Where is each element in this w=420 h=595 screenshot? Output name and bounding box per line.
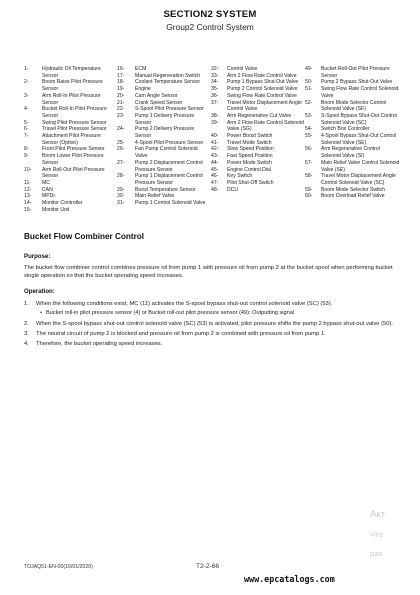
legend-item-number: 9- [24, 153, 29, 160]
legend-item-number: 49- [305, 66, 313, 72]
legend-item-number: 54- [305, 126, 313, 133]
legend-item-label: Cam Angle Sensor [135, 92, 178, 99]
legend-item-label: Swing Flow Rate Control Valve [227, 92, 297, 99]
legend-item [24, 106, 117, 119]
legend-item-number: 50- [305, 79, 313, 86]
legend-item-label: Slow Speed Position [227, 146, 274, 153]
legend-item [24, 126, 117, 133]
legend-item-number: 53- [305, 112, 313, 119]
legend-item-number: 41- [211, 139, 219, 146]
legend-item-number: 4- [24, 106, 29, 113]
legend-item-label: Pump 1 Delivery Pressure Sensor [135, 112, 195, 126]
legend-item-number: 10- [24, 166, 32, 173]
legend-item-number: 59- [305, 186, 313, 193]
legend-item [211, 140, 305, 147]
legend-item-label: Control Valve [227, 66, 258, 72]
legend-item [305, 133, 400, 146]
purpose-label: Purpose: [24, 253, 51, 260]
legend-item-number: 12- [24, 186, 32, 193]
legend-item-label: Main Relief Valve Control Solenoid Valve (SE) [321, 159, 400, 173]
legend-item-label: Arm Regenerative Control Solenoid Valve (SI) [321, 146, 380, 160]
legend-item-number: 18- [117, 79, 125, 86]
legend-item-number: 57- [305, 159, 313, 166]
legend-column [305, 66, 400, 213]
legend-item-label: Travel Motor Displacement Angle Control Valve [227, 99, 302, 113]
legend-item-label: DCU [227, 186, 239, 193]
operation-step [24, 300, 396, 308]
legend-item [117, 200, 211, 207]
legend-item-number: 44- [211, 159, 219, 166]
legend-item-label: Manual Regeneration Switch [135, 72, 201, 79]
section-title: SECTION2 SYSTEM [163, 9, 257, 20]
legend-item [117, 113, 211, 126]
step-bullet-list [36, 310, 396, 318]
step-text: Therefore, the bucket operating speed increases. [36, 341, 163, 348]
legend-item-label: Coolant Temperature Sensor [135, 79, 201, 86]
legend-item [211, 113, 305, 120]
operation-step [24, 330, 396, 338]
legend-item-label: Pump 2 Bypass Shut-Out Valve [321, 79, 393, 86]
legend-item-number: 15- [24, 206, 32, 213]
legend-item-label: CAN [42, 186, 53, 193]
legend-item-number: 45- [211, 166, 219, 173]
legend-item-label: Pump 2 Delivery Pressure Sensor [135, 126, 195, 140]
legend-item-number: 21- [117, 99, 125, 106]
legend-item [211, 120, 305, 133]
legend-item [305, 86, 400, 99]
legend-item [211, 180, 305, 187]
legend-item-label: Boom Overload Relief Valve [321, 193, 385, 200]
legend-item-number: 13- [24, 193, 32, 200]
legend-item-label: Arm 2 Flow Rate Control Valve [227, 72, 297, 79]
legend-item-label: S-Spool Pilot Pressure Sensor [135, 106, 204, 113]
legend-item-number: 31- [117, 200, 125, 207]
legend-item [211, 79, 305, 86]
step-bullet [36, 310, 396, 318]
legend-item [24, 79, 117, 92]
legend-item-number: 17- [117, 72, 125, 79]
purpose-text: The bucket flow combiner control combines pressure oil from pump 1 with pressure oil from pump 2 at the bucket spool when performing bucket single operation so that the bucket operating speed increases. [24, 265, 393, 280]
legend-item-label: Power Mode Switch [227, 159, 273, 166]
legend-item-label: MC [42, 179, 50, 186]
legend-item [117, 187, 211, 194]
operation-steps [24, 300, 396, 351]
legend-item-number: 3- [24, 92, 29, 99]
legend-item [211, 66, 305, 73]
legend-item-number: 34- [211, 79, 219, 86]
legend-item-label: S-Spool Bypass Shut-Out Control Solenoid Valve (SC) [321, 112, 397, 126]
legend-item [117, 100, 211, 107]
step-text: When the following conditions exist, MC (11) activates the S-spool bypass shut-out control solenoid valve (SC) (53). [36, 301, 333, 307]
legend-item-label: 4-Spool Pilot Pressure Sensor [135, 139, 204, 146]
legend-item-label: Boom Raise Pilot Pressure Sensor [42, 79, 103, 93]
legend-item [211, 100, 305, 113]
legend-item-label: Swing Pilot Pressure Sensor [42, 119, 107, 126]
legend-item-label: Arm 2 Flow Rate Control Solenoid Valve (SG) [227, 119, 305, 133]
legend-item-label: Pump 1 Control Solenoid Valve [135, 200, 206, 207]
legend-item [24, 133, 117, 146]
legend-item [305, 100, 400, 113]
legend-item [24, 167, 117, 180]
legend-column [24, 66, 117, 213]
legend-item-label: Pump 1 Bypass Shut-Out Valve [227, 79, 299, 86]
legend-item-number: 43- [211, 153, 219, 160]
legend-item [305, 66, 400, 79]
legend-item [117, 146, 211, 159]
legend-item-number: 33- [211, 72, 219, 79]
legend-item [24, 193, 117, 200]
legend-item-label: Boost Temperature Sensor [135, 186, 196, 193]
page-number: T2-2-66 [196, 563, 220, 570]
legend-item-number: 2- [24, 79, 29, 86]
legend-item [117, 79, 211, 86]
legend-item-number: 7- [24, 133, 29, 140]
legend-item-label: 4-Spool Bypass Shut-Out Control Solenoid Valve (SE) [321, 133, 397, 146]
legend-item [305, 126, 400, 133]
bullet-text: Bucket roll-in pilot pressure sensor (4) or Bucket roll-out pilot pressure sensor (49): Outputting signal [46, 310, 295, 317]
legend-item [24, 153, 117, 166]
legend-item [211, 146, 305, 153]
operation-step [24, 320, 396, 328]
legend-item-number: 6- [24, 126, 29, 133]
legend-item [117, 173, 211, 186]
legend-item-number: 14- [24, 200, 32, 207]
legend-item-number: 40- [211, 133, 219, 140]
legend-column [211, 66, 305, 213]
legend-item-label: Front Pilot Pressure Sensor [42, 146, 105, 153]
step-text: The neutral circuit of pump 2 is blocked and pressure oil from pump 2 is combined with pressure oil from pump 1. [36, 331, 326, 338]
legend-item-label: Bucket Roll-In Pilot Pressure Sensor [42, 106, 107, 119]
page-header [0, 9, 420, 32]
legend-item [117, 106, 211, 113]
component-legend [24, 66, 400, 213]
step-number: 4. [24, 341, 29, 348]
legend-item-label: Bucket Roll-Out Pilot Pressure Sensor [321, 66, 390, 79]
step-number: 1. [24, 301, 29, 307]
legend-item-number: 52- [305, 99, 313, 106]
watermark-line: Что [370, 530, 383, 539]
legend-item [24, 66, 117, 79]
group-title: Group2 Control System [166, 22, 254, 32]
legend-item-label: Fast Speed Position [227, 153, 273, 160]
legend-item [305, 160, 400, 173]
legend-item-label: Key Switch [227, 173, 253, 180]
legend-item [117, 73, 211, 80]
legend-item-number: 55- [305, 133, 313, 140]
legend-item-number: 46- [211, 173, 219, 180]
legend-item-label: Engine [135, 86, 151, 93]
legend-item [117, 160, 211, 173]
legend-item [211, 160, 305, 167]
legend-item-number: 23- [117, 112, 125, 119]
legend-item-number: 27- [117, 159, 125, 166]
legend-item-number: 36- [211, 92, 219, 99]
legend-item [305, 173, 400, 186]
legend-item-label: MPDr. [42, 193, 57, 200]
section-heading: Bucket Flow Combiner Control [24, 232, 145, 241]
legend-item [117, 66, 211, 73]
legend-item [305, 187, 400, 194]
legend-item-label: Boom Lower Pilot Pressure Sensor [42, 153, 104, 166]
legend-item [24, 200, 117, 207]
legend-item-label: Switch Box Controller [321, 126, 370, 133]
legend-item-number: 20- [117, 92, 125, 99]
legend-item-number: 24- [117, 126, 125, 133]
watermark-line: Акт [370, 509, 386, 520]
legend-item-label: Travel Mode Switch [227, 139, 272, 146]
legend-item [211, 153, 305, 160]
legend-item-label: Travel Pilot Pressure Sensor [42, 126, 107, 133]
legend-item-label: Arm Roll-Out Pilot Pressure Sensor [42, 166, 105, 180]
legend-item [211, 86, 305, 93]
legend-item-label: Swing Flow Rate Control Solenoid Valve [321, 86, 399, 99]
legend-item-label: Monitor Unit [42, 206, 70, 213]
step-text: When the S-spool bypass shut-out control solenoid valve (SC) (53) is activated, pilot pressure shifts the pump 2 bypass shut-out valve (50). [36, 320, 394, 327]
legend-item-number: 26- [117, 146, 125, 153]
operation-step [24, 340, 396, 348]
legend-item-number: 25- [117, 139, 125, 146]
legend-item-label: Boom Mode Selector Switch [321, 186, 385, 193]
legend-item-number: 30- [117, 193, 125, 200]
legend-item-label: Pump 2 Control Solenoid Valve [227, 86, 298, 93]
legend-item-label: Pilot Shut-Off Switch [227, 179, 274, 186]
legend-item-label: Engine Control Dial [227, 166, 271, 173]
legend-item-number: 56- [305, 146, 313, 153]
legend-item [117, 93, 211, 100]
legend-item-number: 32- [211, 66, 219, 72]
legend-item [24, 93, 117, 106]
step-number: 3. [24, 331, 29, 338]
footer-url[interactable]: www.epcatalogs.com [244, 574, 335, 584]
legend-item-number: 35- [211, 86, 219, 93]
legend-item [305, 79, 400, 86]
legend-item-number: 60- [305, 193, 313, 200]
legend-item-number: 39- [211, 119, 219, 126]
legend-item [211, 187, 305, 194]
legend-item-number: 38- [211, 112, 219, 119]
legend-item-label: Fan Pump Control Solenoid Valve [135, 146, 198, 160]
legend-item [117, 126, 211, 139]
legend-item [24, 180, 117, 187]
legend-item-label: Monitor Controller [42, 200, 83, 207]
legend-item [211, 173, 305, 180]
legend-item [211, 73, 305, 80]
legend-item-label: Travel Motor Displacement Angle Control Solenoid Valve (SC) [321, 173, 396, 186]
legend-item-number: 48- [211, 186, 219, 193]
legend-item [117, 86, 211, 93]
legend-item-number: 29- [117, 186, 125, 193]
legend-item-number: 47- [211, 179, 219, 186]
legend-item [24, 187, 117, 194]
legend-item-label: Main Relief Valve [135, 193, 175, 200]
legend-column [117, 66, 211, 213]
legend-item-number: 22- [117, 106, 125, 113]
legend-item-label: ECM [135, 66, 147, 72]
legend-item-number: 5- [24, 119, 29, 126]
legend-item-number: 1- [24, 66, 29, 72]
legend-item [211, 133, 305, 140]
step-number: 2. [24, 320, 29, 327]
legend-item [305, 193, 400, 200]
legend-item [24, 207, 117, 214]
legend-item [117, 193, 211, 200]
legend-item-label: Attachment Pilot Pressure Sensor (Option) [42, 133, 101, 146]
legend-item-label: Pump 1 Displacement Control Pressure Sensor [135, 173, 203, 186]
legend-item-label: Boom Mode Selector Control Solenoid Valve (SF) [321, 99, 387, 113]
legend-item [211, 93, 305, 100]
legend-item-label: Pump 2 Displacement Control Pressure Sensor [135, 159, 203, 173]
watermark-line: раз [370, 549, 382, 558]
legend-item [24, 120, 117, 127]
legend-item-label: Power Boost Switch [227, 133, 273, 140]
legend-item-label: Arm Regenerative Cut Valve [227, 112, 292, 119]
legend-item-number: 51- [305, 86, 313, 93]
legend-item-number: 37- [211, 99, 219, 106]
legend-item-number: 16- [117, 66, 125, 72]
legend-item [117, 140, 211, 147]
legend-item-number: 8- [24, 146, 29, 153]
legend-item-number: 19- [117, 86, 125, 93]
legend-item-number: 28- [117, 173, 125, 180]
operation-label: Operation: [24, 288, 55, 295]
legend-item [211, 167, 305, 174]
legend-item-number: 42- [211, 146, 219, 153]
legend-item-label: Hydraulic Oil Temperature Sensor [42, 66, 101, 79]
legend-item [305, 113, 400, 126]
legend-item [24, 146, 117, 153]
doc-code: TOJAQ51-EN-00(16/01/2020) [24, 564, 93, 570]
legend-item-label: Arm Roll-In Pilot Pressure Sensor [42, 92, 101, 106]
legend-item [305, 146, 400, 159]
bullet-dot-icon: • [40, 310, 42, 317]
legend-item-number: 58- [305, 173, 313, 180]
legend-item-number: 11- [24, 179, 31, 186]
legend-item-label: Crank Speed Sensor [135, 99, 183, 106]
